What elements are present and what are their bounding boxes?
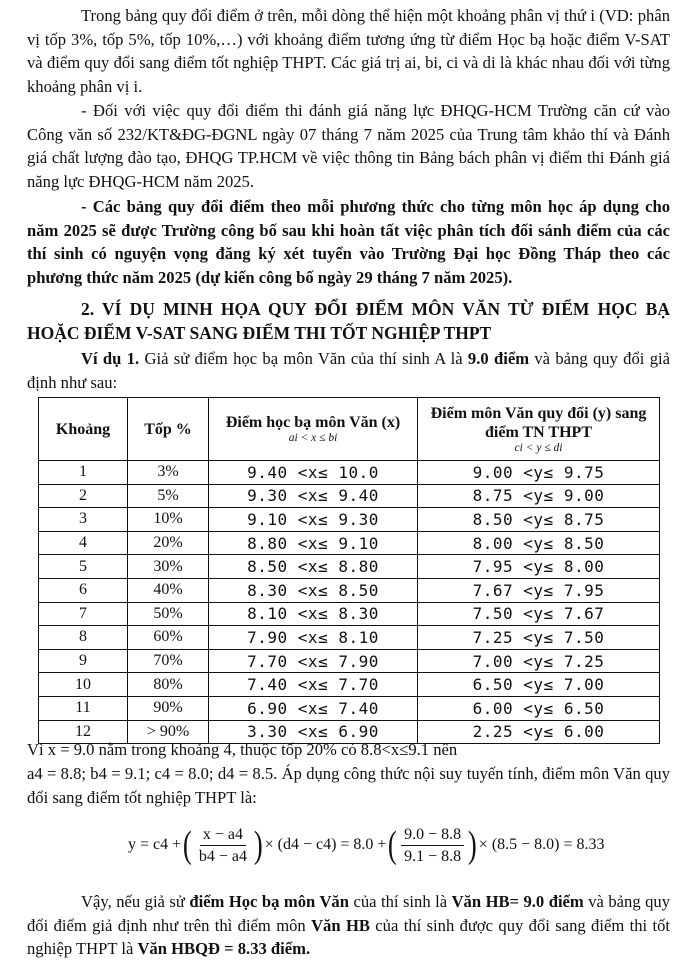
header-top-percent: Tốp %	[128, 398, 209, 461]
cell-top-percent: 50%	[128, 602, 209, 626]
cell-top-percent: 5%	[128, 484, 209, 508]
cell-x-range: 7.70 <x≤ 7.90	[209, 649, 418, 673]
cell-range: 5	[39, 555, 128, 579]
table-header-row	[39, 398, 660, 461]
final-result: Văn HBQĐ = 8.33 điểm.	[137, 939, 311, 959]
formula-fraction-2	[401, 824, 464, 867]
cell-y-range: 2.25 <y≤ 6.00	[418, 720, 660, 744]
example-label: Ví dụ 1.	[81, 349, 140, 368]
open-paren-icon: (	[388, 824, 398, 866]
cell-y-range: 7.25 <y≤ 7.50	[418, 626, 660, 650]
cell-range: 8	[39, 626, 128, 650]
fraction-2-denominator: 9.1 − 8.8	[404, 847, 462, 865]
example-text-after: và bảng quy đổi giả định như sau:	[27, 349, 670, 392]
example-score: 9.0 điểm	[467, 349, 530, 368]
conclusion-paragraph: Vậy, nếu giả sử điểm Học bạ môn Văn của thí sinh là Văn HB= 9.0 điểm và bảng quy đổi điểm giả định như trên thì điểm môn Văn HB của thí sinh được quy đổi sang điểm thi tốt nghiệp THPT là Văn HBQĐ = 8.33 điểm.	[27, 892, 671, 959]
cell-range: 3	[39, 508, 128, 532]
cell-range: 7	[39, 602, 128, 626]
explanation-line-2: a4 = 8.8; b4 = 9.1; c4 = 8.0; d4 = 8.5. Áp dụng công thức nội suy tuyến tính, điểm môn Văn quy đổi sang điểm tốt nghiệp THPT là:	[27, 764, 670, 807]
cell-top-percent: 3%	[128, 461, 209, 485]
cell-range: 12	[39, 720, 128, 744]
cell-y-range: 7.00 <y≤ 7.25	[418, 649, 660, 673]
formula-middle: × (d4 − c4) = 8.0 +	[264, 836, 387, 853]
conversion-table	[38, 397, 660, 744]
formula-rhs: × (8.5 − 8.0) = 8.33	[478, 836, 605, 853]
example-paragraph	[27, 347, 670, 394]
table-row	[39, 602, 660, 626]
cell-x-range: 9.30 <x≤ 9.40	[209, 484, 418, 508]
table-body	[39, 461, 660, 744]
example-text-before: Giả sử điểm học bạ môn Văn của thí sinh A là	[139, 349, 468, 368]
cell-y-range: 7.67 <y≤ 7.95	[418, 578, 660, 602]
cell-x-range: 8.10 <x≤ 8.30	[209, 602, 418, 626]
table-row	[39, 673, 660, 697]
formula-fraction-1	[196, 824, 250, 867]
close-paren-icon: )	[253, 824, 263, 866]
header-x-range-sub: ai < x ≤ bi	[288, 432, 338, 444]
paragraph-dhqg-conversion: - Đối với việc quy đổi điểm thi đánh giá năng lực ĐHQG-HCM Trường căn cứ vào Công văn số 232/KT&ĐG-ĐGNL ngày 07 tháng 7 năm 2025 của Trung tâm khảo thí và Đánh giá chất lượng đào tạo, ĐHQG TP.HCM về việc thông tin Bảng bách phân vị điểm thi Đánh giá năng lực ĐHQG-HCM năm 2025.	[27, 101, 670, 191]
table-row	[39, 508, 660, 532]
cell-top-percent: 10%	[128, 508, 209, 532]
fraction-1-denominator: b4 − a4	[198, 847, 247, 865]
table-row	[39, 531, 660, 555]
cell-x-range: 9.40 <x≤ 10.0	[209, 461, 418, 485]
explanation-line-1: Vì x = 9.0 nằm trong khoảng 4, thuộc tốp 20% có 8.8<x≤9.1 nên	[27, 740, 458, 759]
cell-x-range: 9.10 <x≤ 9.30	[209, 508, 418, 532]
table-row	[39, 626, 660, 650]
cell-x-range: 7.90 <x≤ 8.10	[209, 626, 418, 650]
cell-top-percent: > 90%	[128, 720, 209, 744]
cell-y-range: 7.50 <y≤ 7.67	[418, 602, 660, 626]
paragraph-announcement-note: - Các bảng quy đổi điểm theo mỗi phương thức cho từng môn học áp dụng cho năm 2025 sẽ được Trường công bố sau khi hoàn tất việc phân tích đối sánh điểm của các thí sinh có nguyện vọng đăng ký xét tuyển vào Trường Đại học Đồng Tháp theo các phương thức năm 2025 (dự kiến công bố ngày 29 tháng 7 năm 2025).	[27, 197, 670, 287]
cell-range: 10	[39, 673, 128, 697]
cell-range: 11	[39, 696, 128, 720]
table-row	[39, 696, 660, 720]
table-row	[39, 484, 660, 508]
paragraph-percentile-explanation: Trong bảng quy đổi điểm ở trên, mỗi dòng thể hiện một khoảng phân vị thứ i (VD: phân vị tốp 3%, tốp 5%, tốp 10%,…) với khoảng điểm tương ứng từ điểm Học bạ hoặc điểm V-SAT và điểm quy đổi sang điểm tốt nghiệp THPT. Các giá trị ai, bi, ci và di là khác nhau đối với từng khoảng phân vị i.	[27, 6, 670, 96]
cell-range: 6	[39, 578, 128, 602]
section-heading: 2. VÍ DỤ MINH HỌA QUY ĐỔI ĐIỂM MÔN VĂN TỪ ĐIỂM HỌC BẠ HOẶC ĐIỂM V-SAT SANG ĐIỂM THI TỐT NGHIỆP THPT	[27, 299, 670, 343]
cell-y-range: 8.50 <y≤ 8.75	[418, 508, 660, 532]
header-y-range-sub: ci < y ≤ di	[514, 441, 563, 454]
cell-y-range: 8.75 <y≤ 9.00	[418, 484, 660, 508]
cell-top-percent: 90%	[128, 696, 209, 720]
header-transcript-score: Điểm học bạ môn Văn (x) ai < x ≤ bi	[209, 398, 418, 461]
table-row	[39, 461, 660, 485]
table-row	[39, 555, 660, 579]
cell-range: 9	[39, 649, 128, 673]
cell-top-percent: 20%	[128, 531, 209, 555]
table-row	[39, 649, 660, 673]
fraction-2-numerator: 9.0 − 8.8	[401, 824, 464, 846]
cell-top-percent: 30%	[128, 555, 209, 579]
cell-top-percent: 80%	[128, 673, 209, 697]
formula-lhs: y = c4 +	[128, 836, 182, 853]
cell-x-range: 8.30 <x≤ 8.50	[209, 578, 418, 602]
cell-y-range: 6.00 <y≤ 6.50	[418, 696, 660, 720]
cell-y-range: 9.00 <y≤ 9.75	[418, 461, 660, 485]
cell-top-percent: 40%	[128, 578, 209, 602]
cell-top-percent: 60%	[128, 626, 209, 650]
cell-x-range: 6.90 <x≤ 7.40	[209, 696, 418, 720]
cell-x-range: 8.50 <x≤ 8.80	[209, 555, 418, 579]
open-paren-icon: (	[183, 824, 192, 866]
cell-range: 4	[39, 531, 128, 555]
fraction-1-numerator: x − a4	[200, 824, 246, 846]
cell-y-range: 8.00 <y≤ 8.50	[418, 531, 660, 555]
cell-y-range: 7.95 <y≤ 8.00	[418, 555, 660, 579]
cell-range: 2	[39, 484, 128, 508]
table-row	[39, 578, 660, 602]
header-converted-score: Điểm môn Văn quy đổi (y) sang điểm TN THPT ci < y ≤ di	[418, 398, 660, 461]
cell-y-range: 6.50 <y≤ 7.00	[418, 673, 660, 697]
cell-x-range: 7.40 <x≤ 7.70	[209, 673, 418, 697]
interpolation-formula	[128, 810, 605, 880]
cell-top-percent: 70%	[128, 649, 209, 673]
header-range: Khoảng	[39, 398, 128, 461]
cell-range: 1	[39, 461, 128, 485]
close-paren-icon: )	[468, 824, 477, 866]
cell-x-range: 3.30 <x≤ 6.90	[209, 720, 418, 744]
cell-x-range: 8.80 <x≤ 9.10	[209, 531, 418, 555]
